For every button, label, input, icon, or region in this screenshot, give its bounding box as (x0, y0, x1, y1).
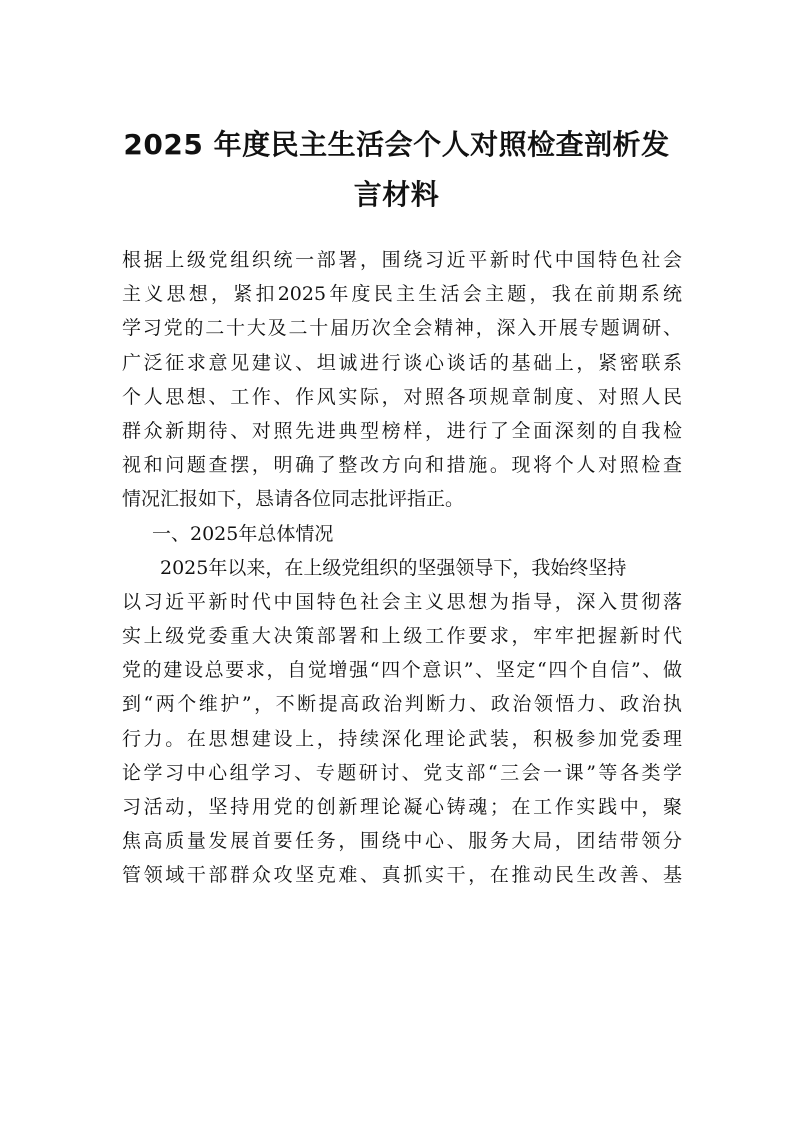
intro-line: 根据上级党组织统一部署，围绕习近平新时代中国特色社会 (122, 249, 682, 271)
intro-line: 情况汇报如下，恳请各位同志批评指正。 (122, 488, 465, 511)
document-body (122, 243, 682, 893)
intro-line: 视和问题查摆，明确了整改方向和措施。现将个人对照检查 (122, 454, 682, 477)
section-line: 习活动，坚持用党的创新理论凝心铸魂；在工作实践中，聚 (122, 796, 682, 818)
title-line-1: 2025 年度民主生活会个人对照检查剖析发 (123, 128, 670, 161)
section-line: 2025年以来，在上级党组织的坚强领导下，我始终坚持 (160, 556, 627, 579)
section-line: 到“两个维护”，不断提高政治判断力、政治领悟力、政治执 (122, 693, 682, 716)
intro-line: 广泛征求意见建议、坦诚进行谈心谈话的基础上，紧密联系 (122, 351, 682, 374)
document-title (60, 120, 733, 220)
section-line: 论学习中心组学习、专题研讨、党支部“三会一课”等各类学 (122, 761, 682, 784)
section-line: 党的建设总要求，自觉增强“四个意识”、坚定“四个自信”、做 (122, 659, 682, 682)
section-heading: 一、2025年总体情况 (152, 522, 334, 545)
section-line: 焦高质量发展首要任务，围绕中心、服务大局，团结带领分 (122, 830, 682, 853)
intro-line: 个人思想、工作、作风实际，对照各项规章制度、对照人民 (122, 385, 682, 408)
intro-line: 主义思想，紧扣2025年度民主生活会主题，我在前期系统 (122, 283, 682, 306)
section-line: 实上级党委重大决策部署和上级工作要求，牢牢把握新时代 (122, 625, 682, 648)
section-line: 以习近平新时代中国特色社会主义思想为指导，深入贯彻落 (122, 590, 682, 613)
intro-line: 学习党的二十大及二十届历次全会精神，深入开展专题调研、 (122, 317, 682, 340)
section-line: 管领域干部群众攻坚克难、真抓实干，在推动民生改善、基 (122, 864, 682, 887)
section-line: 行力。在思想建设上，持续深化理论武装，积极参加党委理 (122, 727, 682, 750)
intro-line: 群众新期待、对照先进典型榜样，进行了全面深刻的自我检 (122, 419, 682, 442)
title-line-2: 言材料 (353, 178, 440, 211)
